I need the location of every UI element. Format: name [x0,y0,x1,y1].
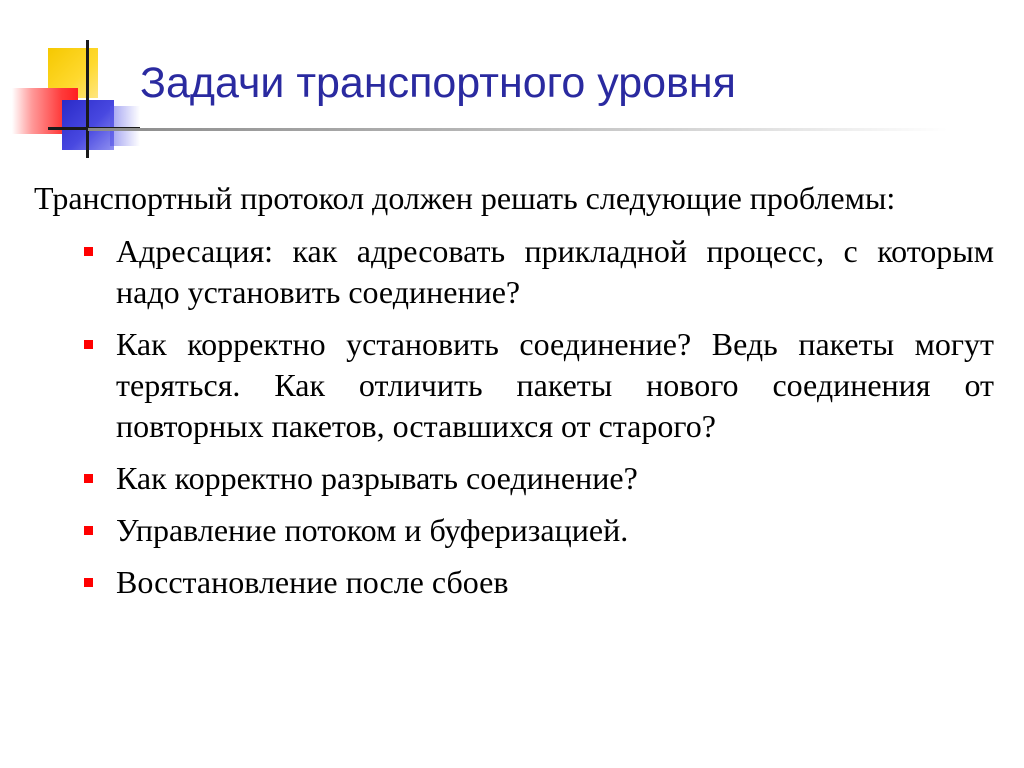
logo-vertical-line [86,40,89,158]
list-item [34,231,994,313]
red-square-bullet-icon [84,474,93,483]
list-item-text: Управление потоком и буферизацией. [116,512,629,548]
list-item [34,562,994,603]
red-square-bullet-icon [84,526,93,535]
red-square-bullet-icon [84,578,93,587]
slide-body [34,178,994,614]
intro-paragraph: Транспортный протокол должен решать следующие проблемы: [34,180,896,216]
red-square-bullet-icon [84,340,93,349]
list-item [34,458,994,499]
list-item-text: Как корректно установить соединение? Ведь пакеты могут теряться. Как отличить пакеты нового соединения от повторных пакетов, оставшихся от старого? [116,326,994,444]
list-item [34,324,994,447]
red-square-bullet-icon [84,247,93,256]
slide-title: Задачи транспортного уровня [140,59,736,107]
list-item-text: Адресация: как адресовать прикладной процесс, с которым надо установить соединение? [116,233,994,310]
title-underline [88,128,948,131]
list-item-text: Восстановление после сбоев [116,564,509,600]
logo-blue-fade [110,106,140,146]
list-item-text: Как корректно разрывать соединение? [116,460,638,496]
list-item [34,510,994,551]
color-blocks-logo [0,0,150,170]
bullet-list [34,231,994,603]
